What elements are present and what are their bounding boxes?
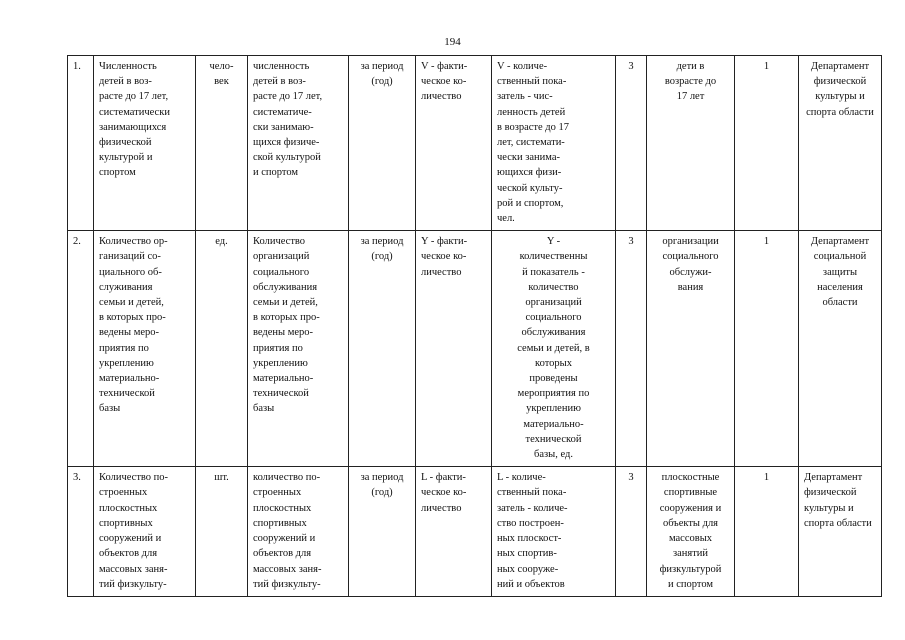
table-row	[68, 231, 882, 467]
time-period: за период (год)	[349, 231, 416, 467]
basic-indicator: Y - количественны й показатель - количество организаций социального обслуживания семьи и детей, в которых проведены мероприятия по укреплению материально- технической базы, ед.	[492, 231, 616, 467]
unit-of-measure: шт.	[196, 467, 248, 597]
row-number: 3.	[68, 467, 94, 597]
page-number: 194	[444, 36, 461, 48]
unit-of-measure: ед.	[196, 231, 248, 467]
indicator-name: Количество ор- ганизаций со- циального об- служивания семьи и детей, в которых про- ведены меро- приятия по укреплению материально- технической базы	[94, 231, 196, 467]
observation-object: организации социального обслужи- вания	[647, 231, 735, 467]
indicator-name: Численность детей в воз- расте до 17 лет, систематически занимающихся физической культурой и спортом	[94, 56, 196, 231]
calculation-method: L - факти- ческое ко- личество	[416, 467, 492, 597]
calculation-method: Y - факти- ческое ко- личество	[416, 231, 492, 467]
table-row	[68, 56, 882, 231]
observation-object: дети в возрасте до 17 лет	[647, 56, 735, 231]
coverage-code: 1	[735, 467, 799, 597]
indicators-table	[67, 55, 882, 597]
time-period: за период (год)	[349, 467, 416, 597]
indicator-definition: Количество организаций социального обслуживания семьи и детей, в которых про- ведены меро- приятия по укреплению материально- технической базы	[248, 231, 349, 467]
basic-indicator: V - количе- ственный пока- затель - чис- ленность детей в возрасте до 17 лет, системати- чески занима- ющихся физи- ческой культу- рой и спортом, чел.	[492, 56, 616, 231]
row-number: 2.	[68, 231, 94, 467]
indicator-definition: количество по- строенных плоскостных спортивных сооружений и объектов для массовых заня- тий физкульту-	[248, 467, 349, 597]
coverage-code: 1	[735, 56, 799, 231]
row-number: 1.	[68, 56, 94, 231]
responsible-department: Департамент физической культуры и спорта области	[799, 56, 882, 231]
data-collection-method: 3	[616, 56, 647, 231]
indicator-name: Количество по- строенных плоскостных спортивных сооружений и объектов для массовых заня- тий физкульту-	[94, 467, 196, 597]
time-period: за период (год)	[349, 56, 416, 231]
indicator-definition: численность детей в воз- расте до 17 лет, систематиче- ски занимаю- щихся физиче- ской культурой и спортом	[248, 56, 349, 231]
basic-indicator: L - количе- ственный пока- затель - количе- ство построен- ных плоскост- ных спортив- ных сооруже- ний и объектов	[492, 467, 616, 597]
table-row	[68, 467, 882, 597]
coverage-code: 1	[735, 231, 799, 467]
data-collection-method: 3	[616, 467, 647, 597]
calculation-method: V - факти- ческое ко- личество	[416, 56, 492, 231]
observation-object: плоскостные спортивные сооружения и объекты для массовых занятий физкультурой и спортом	[647, 467, 735, 597]
responsible-department: Департамент социальной защиты населения области	[799, 231, 882, 467]
data-collection-method: 3	[616, 231, 647, 467]
unit-of-measure: чело- век	[196, 56, 248, 231]
responsible-department: Департамент физической культуры и спорта области	[799, 467, 882, 597]
